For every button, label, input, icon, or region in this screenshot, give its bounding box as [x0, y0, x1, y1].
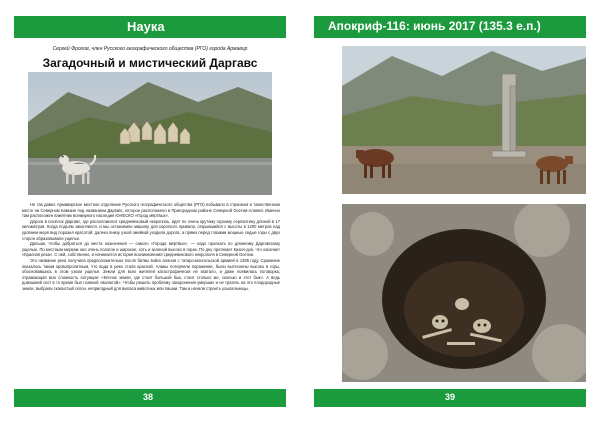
right-footer-band	[314, 389, 586, 407]
page-number: 39	[445, 392, 456, 402]
paragraph: Дальше, чтобы добраться до места назначения — самого «Города мёртвых», — надо проехать по длинному Даргавскому ущелью. По местным меркам оно очень пологое и широкое, хоть и зеленой высоко в горах. По дну протекает Кизил-дон, что означает «Красная река». С ней, собственно, и начинается история возникновения средневекового некрополя в Северной Осетии.	[22, 241, 280, 258]
left-footer-band	[14, 389, 286, 407]
monument-photo-image	[342, 46, 586, 194]
right-header-band	[314, 16, 586, 38]
crypts-photo-image	[28, 72, 272, 195]
crypt-interior-photo	[342, 204, 586, 382]
issue-title: Апокриф-116: июнь 2017 (135.3 е.п.)	[328, 19, 541, 33]
monument-photo	[342, 46, 586, 194]
paragraph: Это название река получила предположительно после битвы войск аланов с татаро-монгольской армией в 1395 году. Сражение оказалось таким кровопролитным, что вода в реке стала красной. Аланы потерпели поражение, были вытеснены высоко в горы, обосновавшись в этом узком ущелье. Земли для всех жителей катастрофически не хватало, и даже появилась поговорка, отражающая всю сложность ситуации: «Клочок земли, где стоит большой бык, стоит столько же, сколько и этот бык». А ведь домашний скот в то время был главной «валютой». Чтобы решить проблему захоронения умерших и не тратить на это плодородные земли, выбрали скалистый склон, непригодный для выпаса животных или пашни. Там и начали строить усыпальницы.	[22, 257, 280, 291]
article-byline: Сергей Фролов, член Русского географического общества (РГО) города Армавир	[52, 46, 248, 52]
crypts-photo	[28, 72, 272, 195]
left-header-band	[14, 16, 286, 38]
article-title: Загадочный и мистический Даргавс	[42, 56, 258, 70]
paragraph: Не так давно Армавирское местное отделение Русского географического общества (РГО) побывало в странном и таинственном месте на Северном Кавказе под названием Даргавс, которое расположено в Пригородном районе Северной Осетии-Алания. Именно там расположен памятник всемирного наследия ЮНЕСКО «Город мёртвых».	[22, 202, 280, 219]
page-number: 38	[143, 392, 154, 402]
section-title: Наука	[127, 19, 165, 34]
crypt-interior-image	[342, 204, 586, 382]
right-page	[300, 0, 600, 424]
paragraph: Дорога в посёлок Даргавс, где расположился средневековый некрополь, идёт по очень крутому горному серпантину длиной в 17 километров. Когда подъём закончился, и мы остановили машину для короткого привала, открывшийся с высоты в 1200 метров над уровнем моря вид поразил красотой: далеко внизу узкой змейкой уходила дорога, а прямо перед глазами мощные седые горы с двух сторон образовывали ущелье.	[22, 218, 280, 241]
article-body	[22, 202, 280, 292]
